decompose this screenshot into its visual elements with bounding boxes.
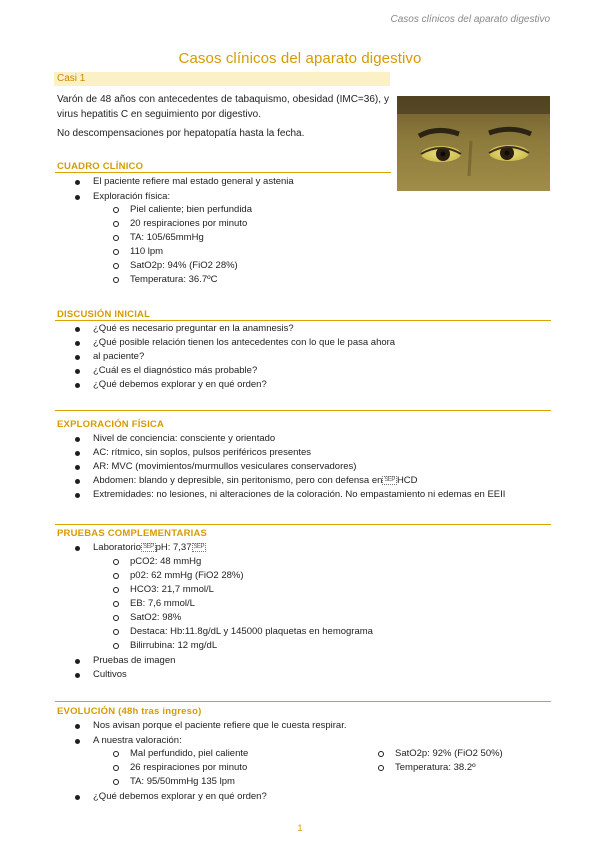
list-item: ¿Qué es necesario preguntar en la anamnesis? [93,323,294,334]
section-heading-exploracion-fisica: EXPLORACIÓN FÍSICA [57,419,165,430]
list-subitem: 110 lpm [130,246,164,257]
unknown-glyph: SEP [193,543,205,550]
list-item: ¿Qué debemos explorar y en qué orden? [93,379,267,390]
intro-paragraph-2: No descompensaciones por hepatopatía hasta la fecha. [57,128,305,139]
section-heading-cuadro-clinico: CUADRO CLÍNICO [57,161,144,172]
list-item: El paciente refiere mal estado general y astenia [93,176,294,187]
lab-label: Laboratorio [93,542,142,553]
list-subitem: EB: 7,6 mmol/L [130,598,195,609]
jaundiced-eyes-photo [397,96,550,191]
list-item: Nos avisan porque el paciente refiere que le cuesta respirar. [93,720,347,731]
case-intro [57,92,389,145]
section-rule [55,410,551,411]
unknown-glyph: SEP [384,476,395,483]
list-item: al paciente? [93,351,145,362]
list-subitem: Mal perfundido, piel caliente [130,748,249,759]
list-subitem: TA: 95/50mmHg 135 lpm [130,776,235,787]
list-subitem: SatO2: 98% [130,612,182,623]
list-item: ¿Qué debemos explorar y en qué orden? [93,791,267,802]
section-rule [55,524,551,525]
list-subitem: SatO2p: 94% (FiO2 28%) [130,260,238,271]
list-item: Cultivos [93,669,127,680]
list-item: Nivel de conciencia: consciente y orientado [93,433,276,444]
list-item: Pruebas de imagen [93,655,176,666]
section-heading-evolucion: EVOLUCIÓN (48h tras ingreso) [57,706,202,717]
section-rule [55,320,551,321]
list-item: ¿Cuál es el diagnóstico más probable? [93,365,258,376]
list-subitem: Piel caliente; bien perfundida [130,204,253,215]
list-item: Exploración física: [93,191,171,202]
list-subitem: Temperatura: 36.7ºC [130,274,218,285]
abdomen-tail: HCD [396,475,418,486]
unknown-glyph: SEP [143,543,154,550]
section-rule [55,172,391,173]
list-subitem: 20 respiraciones por minuto [130,218,248,229]
section-heading-pruebas-complementarias: PRUEBAS COMPLEMENTARIAS [57,528,208,539]
list-item: AR: MVC (movimientos/murmullos vesiculares conservadores) [93,461,357,472]
list-subitem: Destaca: Hb:11.8g/dL y 145000 plaquetas en hemograma [130,626,373,637]
running-header: Casos clínicos del aparato digestivo [390,14,550,25]
list-subitem: SatO2p: 92% (FiO2 50%) [395,748,503,759]
list-item [93,475,418,486]
list-subitem: 26 respiraciones por minuto [130,762,248,773]
list-subitem: TA: 105/65mmHg [130,232,204,243]
list-subitem: p02: 62 mmHg (FiO2 28%) [130,570,244,581]
abdomen-text: Abdomen: blando y depresible, sin peritonismo, pero con defensa en [93,475,383,486]
list-subitem: pCO2: 48 mmHg [130,556,202,567]
intro-paragraph-1: Varón de 48 años con antecedentes de tabaquismo, obesidad (IMC=36), y virus hepatitis C en seguimiento por digestivo. [57,94,389,120]
case-label-bar: Casi 1 [54,72,390,86]
document-title: Casos clínicos del aparato digestivo [178,50,422,67]
section-rule [55,701,551,702]
list-item: Extremidades: no lesiones, ni alteraciones de la coloración. No empastamiento ni edemas en EEII [93,489,506,500]
list-item [93,542,206,553]
list-item: AC: rítmico, sin soplos, pulsos periféricos presentes [93,447,312,458]
page-number: 1 [297,823,303,833]
list-item: ¿Qué posible relación tienen los antecedentes con lo que le pasa ahora [93,337,396,348]
lab-ph: pH: 7,37 [155,542,192,553]
list-subitem: HCO3: 21,7 mmol/L [130,584,214,595]
list-subitem: Temperatura: 38.2º [395,762,476,773]
list-subitem: Bilirrubina: 12 mg/dL [130,640,218,651]
section-heading-discusion-inicial: DISCUSIÓN INICIAL [57,309,151,320]
list-item: A nuestra valoración: [93,735,182,746]
